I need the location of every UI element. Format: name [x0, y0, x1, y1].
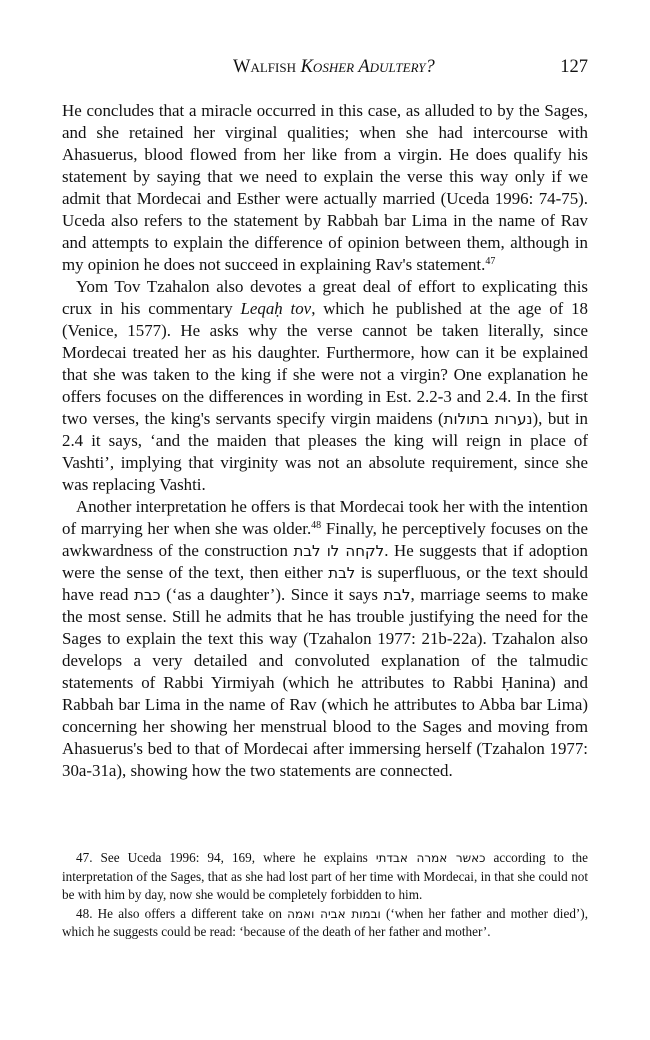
footnote-48-hebrew: ובמות אביה ואמה	[287, 906, 381, 921]
body-text	[62, 100, 588, 782]
footnote-47	[62, 849, 588, 905]
footnote-48-text-b: (‘when her father and mother died’), which he suggests could be read: ‘because of the death of her father and mother’.	[62, 905, 588, 939]
footnote-ref-48: 48	[311, 520, 322, 531]
paragraph-1-text: He concludes that a miracle occurred in this case, as alluded to by the Sages, and she retained her virginal qualities; when she had intercourse with Ahasuerus, blood flowed from her like from a virgin. He does qualify his statement by saying that we need to explain the verse this way only if we admit that Mordecai and Esther were actually married (Uceda 1996: 74-75). Uceda also refers to the statement by Rabbah bar Lima in the name of Rav and attempts to explain the difference of opinion between them, although in my opinion he does not succeed in explaining Rav's statement.	[62, 101, 588, 274]
paragraph-3-text-d: is superfluous, or the text should have read	[62, 563, 589, 604]
hebrew-construction: לקחה לו לבת	[293, 542, 385, 560]
paragraph-2	[62, 276, 588, 496]
hebrew-levat: לבת	[328, 564, 356, 582]
page-number: 127	[560, 57, 588, 77]
footnote-ref-47: 47	[485, 256, 496, 267]
paragraph-3-text-c: . He suggests that if adoption were the sense of the text, then either	[62, 541, 589, 582]
paragraph-3-text-f: , marriage seems to make the most sense. Still he admits that he has trouble justifying the need for the Sages to explain the text this way (Tzahalon 1977: 21b-22a). Tzahalon also develops a very detailed and convoluted explanation of the talmudic statements of Rabbi Yirmiyah (which he attributes to Rabbi Ḥanina) and Rabbah bar Lima in the name of Rav (which he attributes to Abba bar Lima) concerning her showing her menstrual blood to the Sages and moving from Ahasuerus's bed to that of Mordecai after immersing herself (Tzahalon 1977: 30a-31a), showing how the two statements are connected.	[62, 585, 588, 780]
header-author-title	[233, 57, 435, 78]
paragraph-2-text-c: ), but in 2.4 it says, ‘and the maiden that pleases the king will reign in place of Vashti’, implying that virginity was not an absolute requirement, since she was replacing Vashti.	[62, 409, 588, 494]
paragraph-3-text-a: Another interpretation he offers is that Mordecai took her with the intention of marrying her when she was older.	[62, 497, 588, 538]
paragraph-3	[62, 496, 588, 782]
footnote-48	[62, 905, 588, 942]
hebrew-virgin-maidens: נערות בתולות	[443, 410, 533, 428]
footnote-47-text-b: according to the interpretation of the Sages, that as she had lost part of her time with Mordecai, in that she could not be with him by day, now she would be completely forbidden to him.	[62, 850, 589, 902]
paragraph-3-text-b: Finally, he perceptively focuses on the awkwardness of the construction	[62, 519, 589, 560]
paragraph-3-text-e: (‘as a daughter’). Since it says	[160, 585, 384, 604]
paragraph-2-text-a: Yom Tov Tzahalon also devotes a great deal of effort to explicating this crux in his commentary	[62, 277, 588, 318]
header-author: Walfish	[233, 57, 296, 77]
header-title: Kosher Adultery?	[300, 57, 435, 77]
running-header	[62, 57, 588, 81]
work-title-leqah-tov: Leqaḥ tov	[240, 299, 312, 318]
footnote-48-text-a: 48. He also offers a different take on	[76, 905, 288, 921]
footnotes	[62, 849, 588, 942]
hebrew-levat-2: לבת	[383, 586, 411, 604]
hebrew-kevat: כבת	[134, 586, 161, 604]
paragraph-2-text-b: , which he published at the age of 18 (Venice, 1577). He asks why the verse cannot be taken literally, since Mordecai treated her as his daughter. Furthermore, how can it be explained that she was taken to the king if she were not a virgin? One explanation he offers focuses on the differences in wording in Est. 2.2-3 and 2.4. In the first two verses, the king's servants specify virgin maidens (	[62, 299, 588, 428]
footnote-47-hebrew: כאשר אמרה אבדתי	[375, 851, 486, 865]
paragraph-1	[62, 100, 588, 276]
footnote-47-text-a: 47. See Uceda 1996: 94, 169, where he explains	[76, 850, 376, 865]
